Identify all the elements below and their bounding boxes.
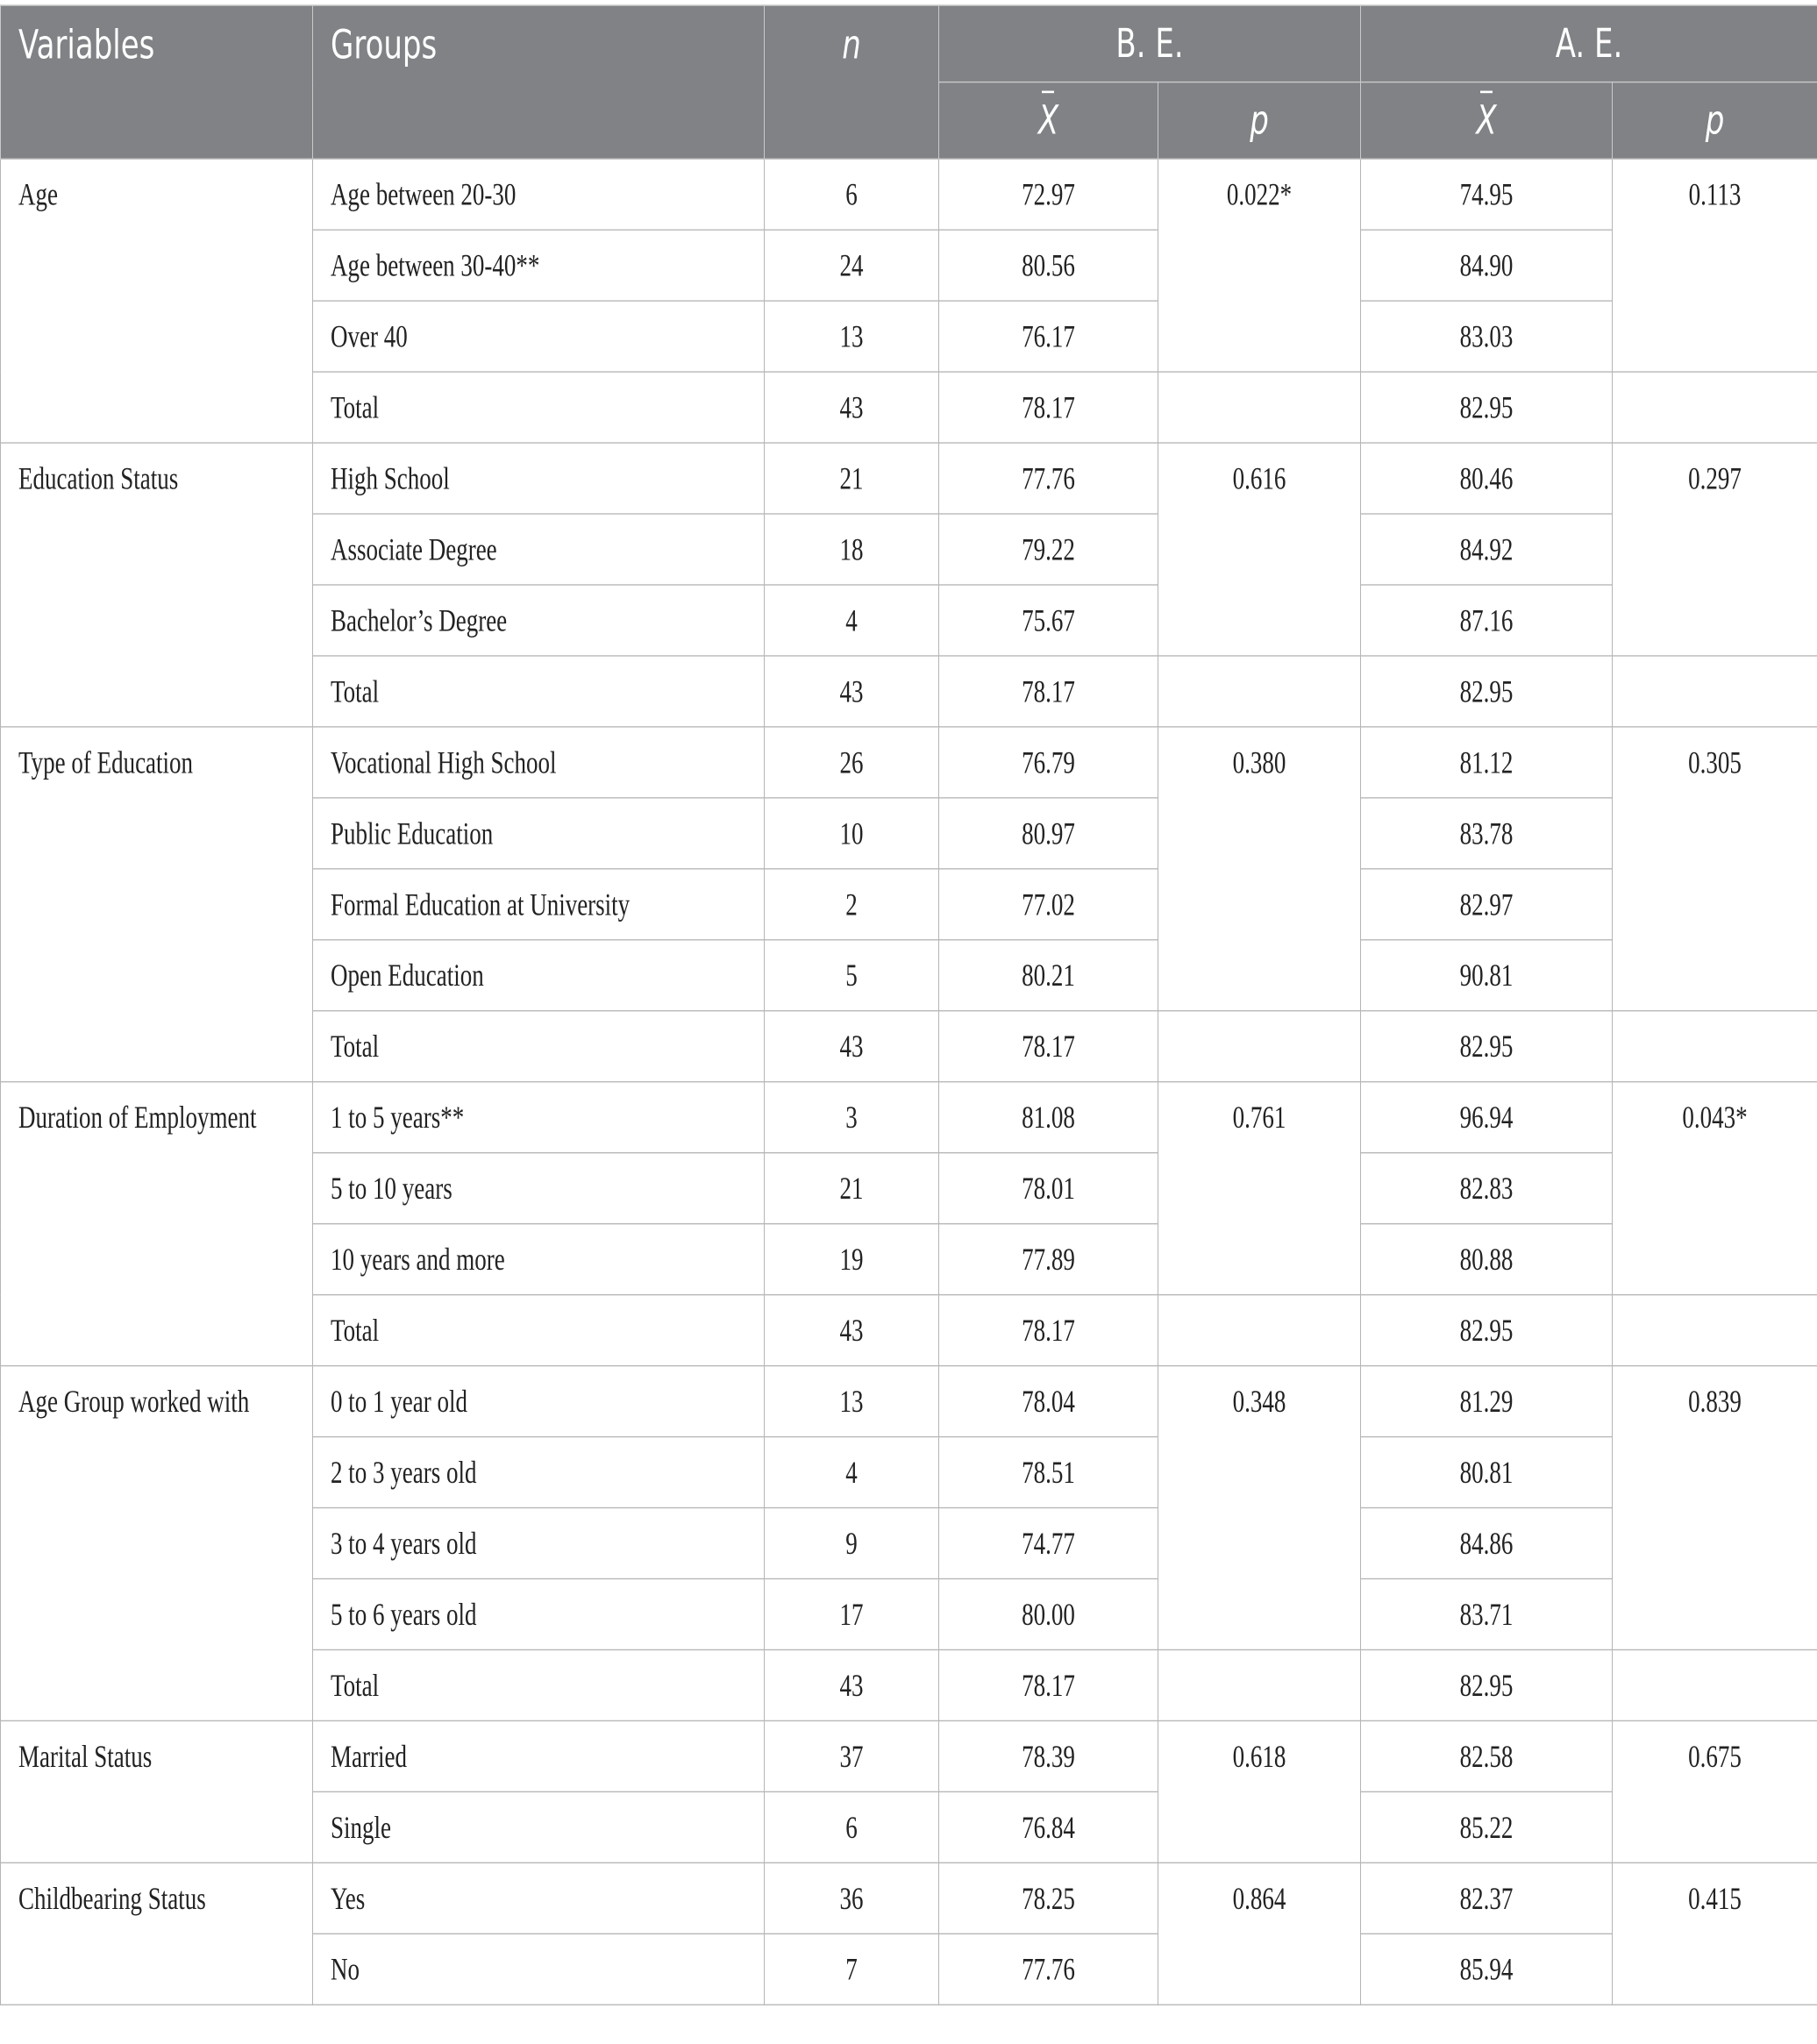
header-n-label: n: [842, 22, 861, 68]
ae-mean-cell: 80.81: [1361, 1437, 1613, 1508]
table-row: [1, 1082, 1817, 1153]
n-cell: 21: [765, 1153, 939, 1224]
mean-symbol: X: [1476, 97, 1496, 144]
n-cell: 43: [765, 1011, 939, 1082]
ae-p-cell: 0.675: [1613, 1720, 1817, 1862]
variable-cell: Age: [1, 159, 313, 443]
n-cell: 5: [765, 940, 939, 1011]
be-mean-cell: 78.17: [939, 656, 1158, 727]
be-mean-cell: 80.21: [939, 940, 1158, 1011]
variable-cell: Duration of Employment: [1, 1082, 313, 1366]
be-mean-cell: 76.79: [939, 727, 1158, 798]
ae-mean-cell: 83.78: [1361, 798, 1613, 869]
ae-mean-cell: 82.58: [1361, 1720, 1613, 1791]
group-cell: 0 to 1 year old: [313, 1366, 765, 1437]
be-mean-cell: 78.04: [939, 1366, 1158, 1437]
be-mean-cell: 79.22: [939, 514, 1158, 585]
group-cell: Total: [313, 372, 765, 443]
n-cell: 4: [765, 585, 939, 656]
variable-cell: Age Group worked with: [1, 1366, 313, 1721]
ae-p-cell: 0.043*: [1613, 1082, 1817, 1295]
statistics-table: [0, 4, 1817, 2005]
be-mean-cell: 77.02: [939, 869, 1158, 940]
n-cell: 18: [765, 514, 939, 585]
n-cell: 21: [765, 443, 939, 514]
group-cell: Vocational High School: [313, 727, 765, 798]
ae-mean-cell: 84.90: [1361, 230, 1613, 301]
be-p-empty-cell: [1158, 372, 1361, 443]
be-mean-cell: 78.17: [939, 1649, 1158, 1720]
ae-mean-cell: 82.97: [1361, 869, 1613, 940]
be-mean-cell: 80.97: [939, 798, 1158, 869]
be-p-empty-cell: [1158, 1011, 1361, 1082]
n-cell: 19: [765, 1224, 939, 1295]
n-cell: 26: [765, 727, 939, 798]
group-cell: Total: [313, 1295, 765, 1366]
ae-mean-cell: 82.95: [1361, 1295, 1613, 1366]
be-mean-cell: 80.56: [939, 230, 1158, 301]
group-cell: 2 to 3 years old: [313, 1437, 765, 1508]
be-mean-cell: 78.17: [939, 1011, 1158, 1082]
ae-mean-cell: 84.92: [1361, 514, 1613, 585]
header-be-mean: [939, 82, 1158, 160]
group-cell: Yes: [313, 1862, 765, 1934]
be-p-empty-cell: [1158, 656, 1361, 727]
be-mean-cell: 75.67: [939, 585, 1158, 656]
ae-mean-cell: 87.16: [1361, 585, 1613, 656]
ae-mean-cell: 84.86: [1361, 1508, 1613, 1579]
group-cell: Bachelor’s Degree: [313, 585, 765, 656]
be-mean-cell: 76.84: [939, 1791, 1158, 1862]
table-row: [1, 443, 1817, 514]
group-cell: 1 to 5 years**: [313, 1082, 765, 1153]
ae-mean-cell: 81.12: [1361, 727, 1613, 798]
group-cell: Total: [313, 1649, 765, 1720]
group-cell: Total: [313, 656, 765, 727]
n-cell: 13: [765, 1366, 939, 1437]
mean-symbol: X: [1038, 97, 1058, 144]
ae-mean-cell: 80.46: [1361, 443, 1613, 514]
ae-mean-cell: 90.81: [1361, 940, 1613, 1011]
variable-cell: Type of Education: [1, 727, 313, 1082]
header-variables: Variables: [1, 5, 313, 159]
be-p-empty-cell: [1158, 1649, 1361, 1720]
header-be: B. E.: [939, 5, 1361, 82]
group-cell: Age between 30-40**: [313, 230, 765, 301]
be-p-cell: 0.616: [1158, 443, 1361, 656]
ae-mean-cell: 74.95: [1361, 159, 1613, 230]
ae-mean-cell: 82.95: [1361, 656, 1613, 727]
ae-mean-cell: 81.29: [1361, 1366, 1613, 1437]
be-mean-cell: 72.97: [939, 159, 1158, 230]
n-cell: 4: [765, 1437, 939, 1508]
header-n: [765, 5, 939, 159]
n-cell: 9: [765, 1508, 939, 1579]
group-cell: Public Education: [313, 798, 765, 869]
table-body: [1, 159, 1817, 2005]
ae-mean-cell: 96.94: [1361, 1082, 1613, 1153]
variable-cell: Childbearing Status: [1, 1862, 313, 2005]
group-cell: Formal Education at University: [313, 869, 765, 940]
ae-mean-cell: 82.37: [1361, 1862, 1613, 1934]
be-mean-cell: 78.17: [939, 372, 1158, 443]
n-cell: 6: [765, 159, 939, 230]
be-mean-cell: 77.89: [939, 1224, 1158, 1295]
group-cell: 5 to 10 years: [313, 1153, 765, 1224]
ae-p-empty-cell: [1613, 372, 1817, 443]
ae-mean-cell: 85.22: [1361, 1791, 1613, 1862]
table-row: [1, 1366, 1817, 1437]
n-cell: 6: [765, 1791, 939, 1862]
n-cell: 10: [765, 798, 939, 869]
group-cell: Married: [313, 1720, 765, 1791]
ae-p-cell: 0.297: [1613, 443, 1817, 656]
table-row: [1, 1862, 1817, 1934]
ae-mean-cell: 85.94: [1361, 1934, 1613, 2005]
n-cell: 43: [765, 372, 939, 443]
be-p-cell: 0.864: [1158, 1862, 1361, 2005]
n-cell: 36: [765, 1862, 939, 1934]
header-ae-mean: [1361, 82, 1613, 160]
group-cell: Associate Degree: [313, 514, 765, 585]
header-ae-p: [1613, 82, 1817, 160]
ae-p-cell: 0.415: [1613, 1862, 1817, 2005]
n-cell: 24: [765, 230, 939, 301]
group-cell: 3 to 4 years old: [313, 1508, 765, 1579]
be-mean-cell: 76.17: [939, 301, 1158, 372]
group-cell: Open Education: [313, 940, 765, 1011]
be-p-cell: 0.380: [1158, 727, 1361, 1011]
ae-mean-cell: 83.03: [1361, 301, 1613, 372]
group-cell: 10 years and more: [313, 1224, 765, 1295]
ae-mean-cell: 82.95: [1361, 372, 1613, 443]
ae-p-empty-cell: [1613, 1649, 1817, 1720]
group-cell: Total: [313, 1011, 765, 1082]
ae-p-empty-cell: [1613, 656, 1817, 727]
be-mean-cell: 77.76: [939, 1934, 1158, 2005]
be-mean-cell: 81.08: [939, 1082, 1158, 1153]
ae-mean-cell: 80.88: [1361, 1224, 1613, 1295]
group-cell: Single: [313, 1791, 765, 1862]
table-row: [1, 727, 1817, 798]
header-be-p: [1158, 82, 1361, 160]
header-row-1: [1, 5, 1817, 82]
ae-p-cell: 0.113: [1613, 159, 1817, 372]
ae-mean-cell: 82.83: [1361, 1153, 1613, 1224]
variable-cell: Marital Status: [1, 1720, 313, 1862]
table-row: [1, 159, 1817, 230]
be-p-cell: 0.022*: [1158, 159, 1361, 372]
be-mean-cell: 78.39: [939, 1720, 1158, 1791]
ae-p-empty-cell: [1613, 1011, 1817, 1082]
ae-mean-cell: 82.95: [1361, 1011, 1613, 1082]
group-cell: High School: [313, 443, 765, 514]
n-cell: 7: [765, 1934, 939, 2005]
header-groups: Groups: [313, 5, 765, 159]
p-symbol: p: [1250, 97, 1269, 144]
be-p-cell: 0.348: [1158, 1366, 1361, 1650]
group-cell: No: [313, 1934, 765, 2005]
header-ae: A. E.: [1361, 5, 1817, 82]
be-mean-cell: 78.25: [939, 1862, 1158, 1934]
n-cell: 43: [765, 1649, 939, 1720]
n-cell: 43: [765, 1295, 939, 1366]
n-cell: 3: [765, 1082, 939, 1153]
ae-mean-cell: 83.71: [1361, 1578, 1613, 1649]
table-header: [1, 5, 1817, 159]
be-mean-cell: 78.17: [939, 1295, 1158, 1366]
group-cell: Age between 20-30: [313, 159, 765, 230]
table-row: [1, 1720, 1817, 1791]
variable-cell: Education Status: [1, 443, 313, 727]
group-cell: 5 to 6 years old: [313, 1578, 765, 1649]
ae-p-cell: 0.839: [1613, 1366, 1817, 1650]
be-mean-cell: 80.00: [939, 1578, 1158, 1649]
be-mean-cell: 77.76: [939, 443, 1158, 514]
n-cell: 37: [765, 1720, 939, 1791]
be-mean-cell: 78.51: [939, 1437, 1158, 1508]
ae-p-cell: 0.305: [1613, 727, 1817, 1011]
n-cell: 13: [765, 301, 939, 372]
n-cell: 2: [765, 869, 939, 940]
p-symbol: p: [1706, 97, 1725, 144]
be-p-cell: 0.618: [1158, 1720, 1361, 1862]
be-p-empty-cell: [1158, 1295, 1361, 1366]
group-cell: Over 40: [313, 301, 765, 372]
be-p-cell: 0.761: [1158, 1082, 1361, 1295]
n-cell: 17: [765, 1578, 939, 1649]
ae-p-empty-cell: [1613, 1295, 1817, 1366]
n-cell: 43: [765, 656, 939, 727]
be-mean-cell: 78.01: [939, 1153, 1158, 1224]
ae-mean-cell: 82.95: [1361, 1649, 1613, 1720]
be-mean-cell: 74.77: [939, 1508, 1158, 1579]
